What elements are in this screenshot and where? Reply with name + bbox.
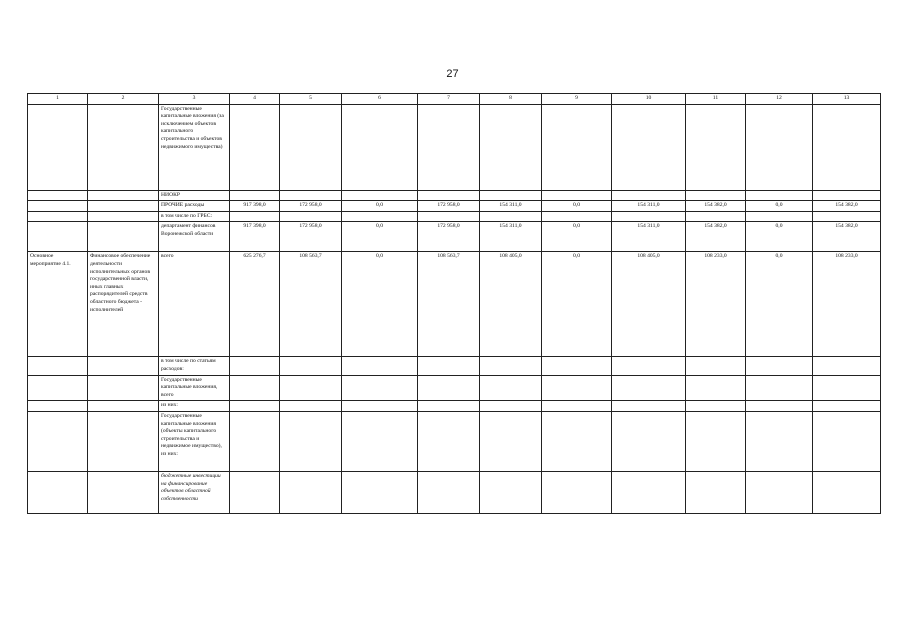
value-cell — [612, 190, 686, 201]
value-cell: 172 958,0 — [418, 222, 480, 252]
name-cell — [88, 411, 159, 471]
value-cell — [280, 471, 342, 513]
value-cell — [230, 211, 280, 222]
table-row — [28, 190, 881, 201]
value-cell — [746, 357, 813, 375]
name-cell — [88, 222, 159, 252]
value-cell — [542, 375, 612, 401]
table-row — [28, 411, 881, 471]
value-cell — [746, 211, 813, 222]
name-cell — [88, 471, 159, 513]
value-cell — [480, 357, 542, 375]
value-cell — [746, 471, 813, 513]
value-cell — [542, 190, 612, 201]
value-cell: 108 233,0 — [813, 252, 881, 357]
status-cell — [28, 190, 88, 201]
value-cell — [418, 357, 480, 375]
value-cell — [686, 471, 746, 513]
expense-type-cell: Государственные капитальные вложения (объекты капитального строительства и недвижимое имущество), из них: — [159, 411, 230, 471]
value-cell — [342, 471, 418, 513]
table-row — [28, 104, 881, 190]
value-cell — [230, 471, 280, 513]
column-number: 3 — [159, 94, 230, 105]
name-cell — [88, 375, 159, 401]
value-cell: 154 311,0 — [612, 201, 686, 212]
value-cell: 108 405,0 — [480, 252, 542, 357]
name-cell — [88, 201, 159, 212]
value-cell: 154 311,0 — [480, 222, 542, 252]
value-cell — [230, 411, 280, 471]
value-cell — [342, 375, 418, 401]
value-cell — [280, 401, 342, 412]
value-cell — [418, 211, 480, 222]
expense-type-cell: в том числе по статьям расходов: — [159, 357, 230, 375]
value-cell — [686, 190, 746, 201]
value-cell: 172 958,0 — [280, 201, 342, 212]
value-cell — [342, 411, 418, 471]
name-cell — [88, 357, 159, 375]
value-cell — [612, 375, 686, 401]
value-cell: 0,0 — [746, 222, 813, 252]
value-cell — [230, 190, 280, 201]
table-row — [28, 252, 881, 357]
value-cell — [230, 375, 280, 401]
table-row — [28, 201, 881, 212]
name-cell — [88, 211, 159, 222]
value-cell — [746, 401, 813, 412]
value-cell — [686, 211, 746, 222]
value-cell — [480, 375, 542, 401]
value-cell — [612, 471, 686, 513]
value-cell — [342, 357, 418, 375]
value-cell — [480, 104, 542, 190]
value-cell: 0,0 — [342, 201, 418, 212]
status-cell — [28, 222, 88, 252]
value-cell: 172 958,0 — [280, 222, 342, 252]
column-number: 4 — [230, 94, 280, 105]
table-row — [28, 357, 881, 375]
value-cell: 154 382,0 — [813, 222, 881, 252]
column-number: 1 — [28, 94, 88, 105]
value-cell: 108 563,7 — [418, 252, 480, 357]
value-cell — [480, 471, 542, 513]
value-cell — [612, 357, 686, 375]
value-cell — [342, 190, 418, 201]
value-cell: 625 276,7 — [230, 252, 280, 357]
value-cell: 0,0 — [542, 201, 612, 212]
value-cell — [612, 411, 686, 471]
budget-table — [27, 93, 881, 514]
status-cell — [28, 401, 88, 412]
value-cell: 108 563,7 — [280, 252, 342, 357]
status-cell — [28, 211, 88, 222]
page-number: 27 — [446, 68, 459, 80]
status-cell — [28, 357, 88, 375]
value-cell — [418, 471, 480, 513]
value-cell — [342, 104, 418, 190]
status-cell: Основное мероприятие 4.1. — [28, 252, 88, 357]
table-row — [28, 375, 881, 401]
value-cell — [418, 375, 480, 401]
value-cell — [280, 411, 342, 471]
status-cell — [28, 411, 88, 471]
table-row — [28, 222, 881, 252]
value-cell — [480, 190, 542, 201]
value-cell: 0,0 — [746, 201, 813, 212]
value-cell — [480, 401, 542, 412]
expense-type-cell: департамент финансов Воронежской области — [159, 222, 230, 252]
value-cell — [280, 211, 342, 222]
expense-type-cell: из них: — [159, 401, 230, 412]
column-number-row — [28, 94, 881, 105]
value-cell: 917 398,0 — [230, 201, 280, 212]
expense-type-cell: всего — [159, 252, 230, 357]
name-cell — [88, 401, 159, 412]
value-cell — [746, 411, 813, 471]
name-cell — [88, 190, 159, 201]
value-cell — [686, 104, 746, 190]
value-cell — [746, 104, 813, 190]
value-cell — [542, 211, 612, 222]
status-cell — [28, 375, 88, 401]
expense-type-cell: НИОКР — [159, 190, 230, 201]
value-cell — [280, 375, 342, 401]
value-cell — [813, 375, 881, 401]
value-cell: 0,0 — [342, 222, 418, 252]
value-cell — [542, 411, 612, 471]
value-cell — [542, 104, 612, 190]
table-row — [28, 211, 881, 222]
column-number: 11 — [686, 94, 746, 105]
column-number: 10 — [612, 94, 686, 105]
value-cell: 0,0 — [746, 252, 813, 357]
value-cell — [813, 411, 881, 471]
expense-type-cell: Государственные капитальные вложения (за исключением объектов капитального строительства и объектов недвижимого имущества) — [159, 104, 230, 190]
value-cell: 917 398,0 — [230, 222, 280, 252]
value-cell — [480, 411, 542, 471]
value-cell — [280, 190, 342, 201]
value-cell: 154 382,0 — [813, 201, 881, 212]
value-cell: 172 958,0 — [418, 201, 480, 212]
value-cell — [542, 471, 612, 513]
value-cell — [612, 104, 686, 190]
name-cell: Финансовое обеспечение деятельности исполнительных органов государственной власти, иных главных распорядителей средств областного бюджета - исполнителей — [88, 252, 159, 357]
value-cell — [418, 401, 480, 412]
value-cell — [230, 401, 280, 412]
value-cell — [686, 375, 746, 401]
column-number: 13 — [813, 94, 881, 105]
value-cell — [686, 411, 746, 471]
column-number: 12 — [746, 94, 813, 105]
value-cell: 0,0 — [542, 252, 612, 357]
expense-type-cell: в том числе по ГРБС: — [159, 211, 230, 222]
value-cell — [813, 471, 881, 513]
value-cell — [480, 211, 542, 222]
expense-type-cell: бюджетные инвестиции на финансирование объектов областной собственности — [159, 471, 230, 513]
column-number: 8 — [480, 94, 542, 105]
value-cell: 108 405,0 — [612, 252, 686, 357]
value-cell: 154 311,0 — [480, 201, 542, 212]
value-cell — [686, 357, 746, 375]
table-row — [28, 401, 881, 412]
value-cell: 154 311,0 — [612, 222, 686, 252]
value-cell: 154 382,0 — [686, 201, 746, 212]
value-cell — [342, 401, 418, 412]
status-cell — [28, 201, 88, 212]
table-row — [28, 471, 881, 513]
value-cell — [542, 401, 612, 412]
column-number: 7 — [418, 94, 480, 105]
value-cell — [542, 357, 612, 375]
value-cell: 0,0 — [542, 222, 612, 252]
value-cell — [813, 401, 881, 412]
expense-type-cell: ПРОЧИЕ расходы — [159, 201, 230, 212]
expense-type-cell: Государственные капитальные вложения, всего — [159, 375, 230, 401]
value-cell — [813, 211, 881, 222]
value-cell — [342, 211, 418, 222]
value-cell — [418, 190, 480, 201]
value-cell — [280, 357, 342, 375]
value-cell — [746, 375, 813, 401]
column-number: 5 — [280, 94, 342, 105]
value-cell: 0,0 — [342, 252, 418, 357]
value-cell — [813, 357, 881, 375]
value-cell — [813, 104, 881, 190]
value-cell — [230, 104, 280, 190]
value-cell — [612, 211, 686, 222]
name-cell — [88, 104, 159, 190]
value-cell — [612, 401, 686, 412]
value-cell — [686, 401, 746, 412]
value-cell — [418, 104, 480, 190]
column-number: 6 — [342, 94, 418, 105]
value-cell — [813, 190, 881, 201]
value-cell — [230, 357, 280, 375]
status-cell — [28, 471, 88, 513]
value-cell — [418, 411, 480, 471]
value-cell — [280, 104, 342, 190]
column-number: 9 — [542, 94, 612, 105]
status-cell — [28, 104, 88, 190]
value-cell: 108 233,0 — [686, 252, 746, 357]
column-number: 2 — [88, 94, 159, 105]
value-cell — [746, 190, 813, 201]
value-cell: 154 382,0 — [686, 222, 746, 252]
